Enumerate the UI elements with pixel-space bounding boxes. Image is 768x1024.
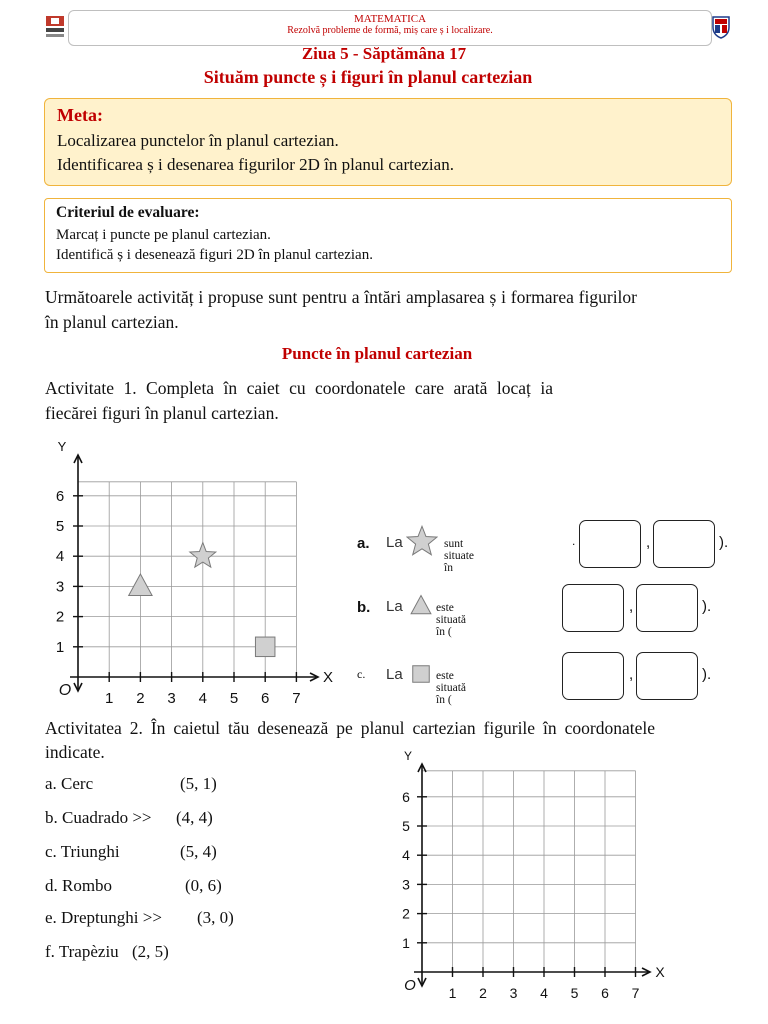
item-coords: (2, 5) (132, 942, 169, 961)
y-tick-label: 1 (402, 934, 410, 951)
star-shape (407, 526, 437, 554)
y-coordinate-box[interactable] (636, 584, 698, 632)
item-coords: (5, 4) (180, 842, 217, 861)
cartesian-plane-2 (385, 740, 675, 1020)
y-tick-label: 2 (55, 608, 65, 626)
y-coordinate-box[interactable] (653, 520, 715, 568)
square-shape (413, 666, 430, 683)
question-comma: , (646, 534, 651, 551)
x-tick-label: 7 (292, 690, 301, 707)
x-tick-label: 6 (261, 690, 270, 707)
x-tick-label: 1 (448, 985, 457, 1001)
question-la: La (386, 534, 403, 551)
question-letter: c. (357, 667, 366, 681)
origin-label: O (404, 977, 416, 994)
y-tick-label: 3 (402, 876, 410, 893)
item-coords: (0, 6) (185, 876, 222, 895)
goal-line: Localizarea punctelor în planul cartezian. (57, 131, 339, 150)
x-coordinate-box[interactable] (579, 520, 641, 568)
x-tick-label: 3 (167, 690, 176, 707)
criteria-title: Criteriul de evaluare: (56, 204, 200, 221)
star-icon (406, 525, 438, 557)
item-label: f. Trapèziu (45, 942, 119, 961)
y-tick-label: 4 (402, 847, 410, 864)
question-comma: , (629, 666, 634, 683)
criteria-line: Identifică ș i desenează figuri 2D în planul cartezian. (56, 247, 373, 263)
x-coordinate-box[interactable] (562, 584, 624, 632)
question-la: La (386, 666, 403, 683)
question-text: sunt situate în (444, 538, 475, 574)
goal-line: Identificarea ș i desenarea figurilor 2D în planul cartezian. (57, 155, 454, 174)
x-tick-label: 2 (136, 690, 145, 707)
question-letter: a. (357, 535, 370, 552)
y-coordinate-box[interactable] (636, 652, 698, 700)
x-coordinate-box[interactable] (562, 652, 624, 700)
item-label: b. Cuadrado >> (45, 808, 152, 827)
origin-label: O (58, 682, 72, 699)
item-label: d. Rombo (45, 876, 113, 895)
criteria-line: Marcaț i puncte pe planul cartezian. (56, 227, 271, 243)
item-label: e. Dreptunghi >> (45, 908, 162, 927)
square-shape (255, 637, 275, 657)
day-title: Ziua 5 - Săptămâna 17 (301, 44, 467, 63)
item-coords: (3, 0) (197, 908, 234, 927)
x-tick-label: 2 (479, 985, 487, 1001)
goal-box (44, 98, 732, 186)
question-dot: . (572, 534, 576, 548)
question-comma: , (629, 598, 634, 615)
triangle-shape (411, 596, 431, 614)
header-subtitle: Rezolvă probleme de formă, miș care ș i localizare. (287, 25, 493, 36)
question-close: ). (719, 534, 729, 551)
activity1-text: Activitate 1. Completa în caiet cu coordonatele care arată locaț ia fiecărei figuri în planul cartezian. (45, 378, 553, 423)
x-axis-label: X (655, 964, 665, 980)
activity2-text: Activitatea 2. În caietul tău desenează pe planul cartezian figurile în coordonatele indicate. (45, 718, 655, 762)
question-la: La (386, 598, 403, 615)
goal-title: Meta: (57, 105, 103, 125)
y-tick-label: 1 (55, 638, 65, 656)
item-coords: (5, 1) (180, 774, 217, 793)
x-tick-label: 7 (631, 985, 640, 1001)
x-tick-label: 5 (229, 690, 239, 707)
y-tick-label: 5 (55, 518, 65, 535)
triangle-icon (405, 589, 437, 621)
triangle-shape (129, 574, 152, 595)
x-tick-label: 4 (540, 985, 548, 1001)
question-text: este situată în ( (436, 602, 467, 638)
header-banner (68, 10, 712, 46)
y-tick-label: 2 (402, 905, 410, 922)
shield-icon (711, 14, 731, 40)
criteria-box (44, 198, 732, 273)
item-label: a. Cerc (45, 774, 94, 793)
x-tick-label: 6 (601, 985, 609, 1001)
question-letter: b. (357, 599, 371, 616)
page-title: Situăm puncte ș i figuri în planul cartezian (203, 67, 533, 87)
x-tick-label: 3 (509, 985, 518, 1001)
question-text: este situată în ( (436, 670, 467, 706)
y-tick-label: 5 (402, 818, 410, 834)
x-tick-label: 1 (105, 690, 114, 707)
x-axis-label: X (322, 669, 334, 686)
school-logo-icon (44, 14, 66, 40)
intro-paragraph: Următoarele activităț i propuse sunt pentru a întări amplasarea ș i formarea figurilor în planul cartezian. (45, 287, 637, 332)
item-coords: (4, 4) (176, 808, 213, 827)
item-label: c. Triunghi (45, 842, 120, 861)
y-tick-label: 4 (55, 548, 65, 566)
y-tick-label: 6 (55, 487, 65, 505)
section-title: Puncte în planul cartezian (281, 344, 473, 363)
y-tick-label: 3 (55, 578, 65, 596)
question-close: ). (702, 598, 712, 615)
square-icon (405, 657, 437, 689)
question-close: ). (702, 666, 712, 683)
x-tick-label: 4 (198, 690, 207, 707)
x-tick-label: 5 (570, 985, 579, 1001)
cartesian-plane-1 (40, 430, 350, 710)
y-axis-label: Y (57, 439, 67, 454)
y-tick-label: 6 (402, 788, 410, 805)
y-axis-label: Y (403, 749, 413, 763)
header-subject: MATEMATICA (353, 13, 427, 25)
